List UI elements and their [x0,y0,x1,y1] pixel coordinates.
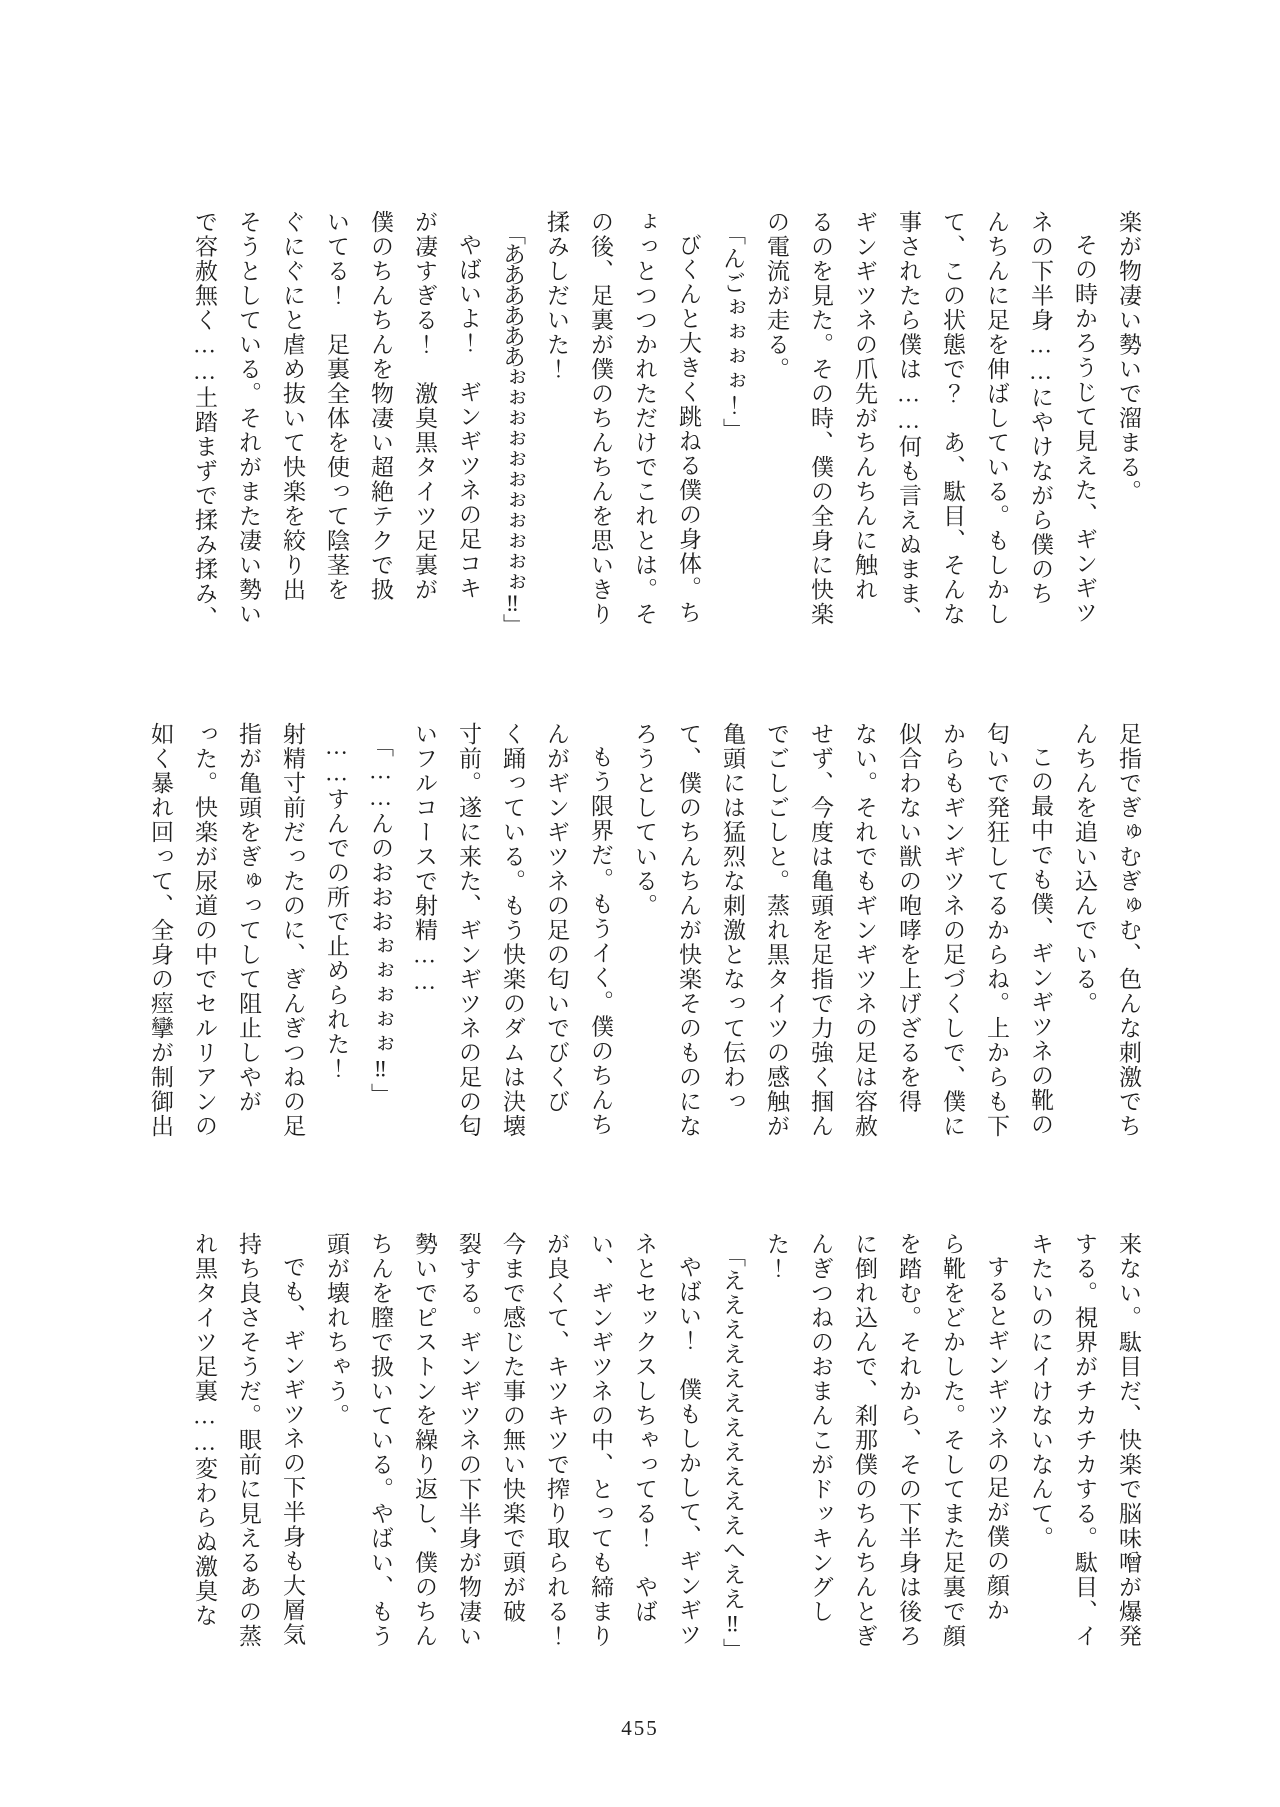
text-column: 僕のちんちんを物凄い超絶テクで扱 [368,210,393,602]
text-column: が良くて、キツキツで搾り取られる！ [544,1232,569,1649]
text-column: する。視界がチカチカする。駄目、イ [1072,1232,1097,1649]
text-column: 持ち良さそうだ。眼前に見えるあの蒸 [236,1232,261,1649]
text-column: 亀頭には猛烈な刺激となって伝わっ [720,722,745,1114]
text-column: 裂する。ギンギツネの下半身が物凄い [456,1232,481,1649]
text-column: 射精寸前だったのに、ぎんぎつねの足 [280,722,305,1139]
text-column: て、この状態で？ あ、駄目、そんな [940,210,965,627]
text-column: 楽が物凄い勢いで溜まる。 [1116,210,1141,504]
text-column: 「……んのおおおぉぉぉぉぉ‼」 [368,733,393,1107]
text-column: 「えええええええええええへええ‼」 [720,1243,745,1662]
text-block-3 [130,1232,1150,1664]
text-column: て、僕のちんちんが快楽そのものにな [676,722,701,1139]
text-column: 今まで感じた事の無い快楽で頭が破 [500,1232,525,1624]
text-column: ちんを膣で扱いている。やばい、もう [368,1232,393,1649]
text-block-2 [130,722,1150,1154]
text-column: るのを見た。その時、僕の全身に快楽 [808,210,833,627]
text-column: いフルコースで射精…… [412,722,437,996]
text-column: キたいのにイけないなんて。 [1028,1232,1053,1551]
text-column: 揉みしだいた！ [544,210,569,382]
text-column: ギンギツネの爪先がちんちんに触れ [852,210,877,602]
text-column: んちんを追い込んでいる。 [1072,722,1097,1016]
text-column: い、ギンギツネの中、とっても締まり [588,1232,613,1649]
text-column: その時かろうじて見えた、ギンギツ [1072,233,1097,625]
text-column: の電流が走る。 [764,210,789,382]
text-column: 来ない。駄目だ、快楽で脳味噌が爆発 [1116,1232,1141,1649]
text-column: 勢いでピストンを繰り返し、僕のちん [412,1232,437,1649]
text-column: 足指でぎゅむぎゅむ、色んな刺激でち [1116,722,1141,1139]
text-column: く踊っている。もう快楽のダムは決壊 [500,722,525,1139]
text-column: んがギンギツネの足の匂いでびくび [544,722,569,1114]
text-column: でも、ギンギツネの下半身も大層気 [280,1255,305,1647]
text-column: た！ [764,1232,789,1281]
text-column: せず、今度は亀頭を足指で力強く掴ん [808,722,833,1139]
text-column: 指が亀頭をぎゅってして阻止しやが [236,722,261,1114]
text-column: いてる！ 足裏全体を使って陰茎を [324,210,349,602]
text-column: が凄すぎる！ 激臭黒タイツ足裏が [412,210,437,602]
text-column: ら靴をどかした。そしてまた足裏で顔 [940,1232,965,1649]
text-column: でごしごしと。蒸れ黒タイツの感触が [764,722,789,1139]
text-column: この最中でも僕、ギンギツネの靴の [1028,745,1053,1137]
text-column: 「ああああああぉぉぉぉぉぉぉぉぉぉぉ‼」 [500,221,525,634]
text-column: ぐにぐにと虐め抜いて快楽を絞り出 [280,210,305,602]
text-column: んぎつねのおまんこがドッキングし [808,1232,833,1624]
text-column: 似合わない獣の咆哮を上げざるを得 [896,722,921,1114]
text-column: れ黒タイツ足裏……変わらぬ激臭な [192,1232,217,1628]
text-column: ネとセックスしちゃってる！ やば [632,1232,657,1624]
text-column: ……すんでの所で止められた！ [324,733,349,1081]
text-column: 寸前。遂に来た、ギンギツネの足の匂 [456,722,481,1139]
text-column: からもギンギツネの足づくしで、僕に [940,722,965,1139]
text-column: ない。それでもギンギツネの足は容赦 [852,722,877,1139]
text-column: を踏む。それから、その下半身は後ろ [896,1232,921,1649]
page-number: 455 [621,1716,659,1740]
text-column: そうとしている。それがまた凄い勢い [236,210,261,627]
text-column: もう限界だ。もうイく。僕のちんち [588,745,613,1137]
text-column: 事されたら僕は……何も言えぬまま、 [896,210,921,631]
text-column: するとギンギツネの足が僕の顔か [984,1255,1009,1623]
text-column: で容赦無く……土踏まずで揉み揉み、 [192,210,217,631]
text-column: んちんに足を伸ばしている。もしかし [984,210,1009,627]
text-column: 匂いで発狂してるからね。上からも下 [984,722,1009,1139]
text-column: びくんと大きく跳ねる僕の身体。ち [676,233,701,625]
text-column: 頭が壊れちゃう。 [324,1232,349,1428]
text-column: の後、足裏が僕のちんちんを思いきり [588,210,613,627]
text-column: ネの下半身……にやけながら僕のち [1028,210,1053,606]
text-column: った。快楽が尿道の中でセルリアンの [192,722,217,1139]
text-column: ろうとしている。 [632,722,657,918]
text-block-1 [130,210,1150,642]
text-column: に倒れ込んで、刹那僕のちんちんとぎ [852,1232,877,1649]
text-column: 如く暴れ回って、全身の痙攣が制御出 [148,722,173,1139]
text-column: ょっとつつかれただけでこれとは。そ [632,210,657,627]
text-column: やばいよ！ ギンギツネの足コキ [456,233,481,601]
text-column: 「んごぉぉぉぉ！」 [720,221,745,442]
text-column: やばい！ 僕もしかして、ギンギツ [676,1255,701,1647]
